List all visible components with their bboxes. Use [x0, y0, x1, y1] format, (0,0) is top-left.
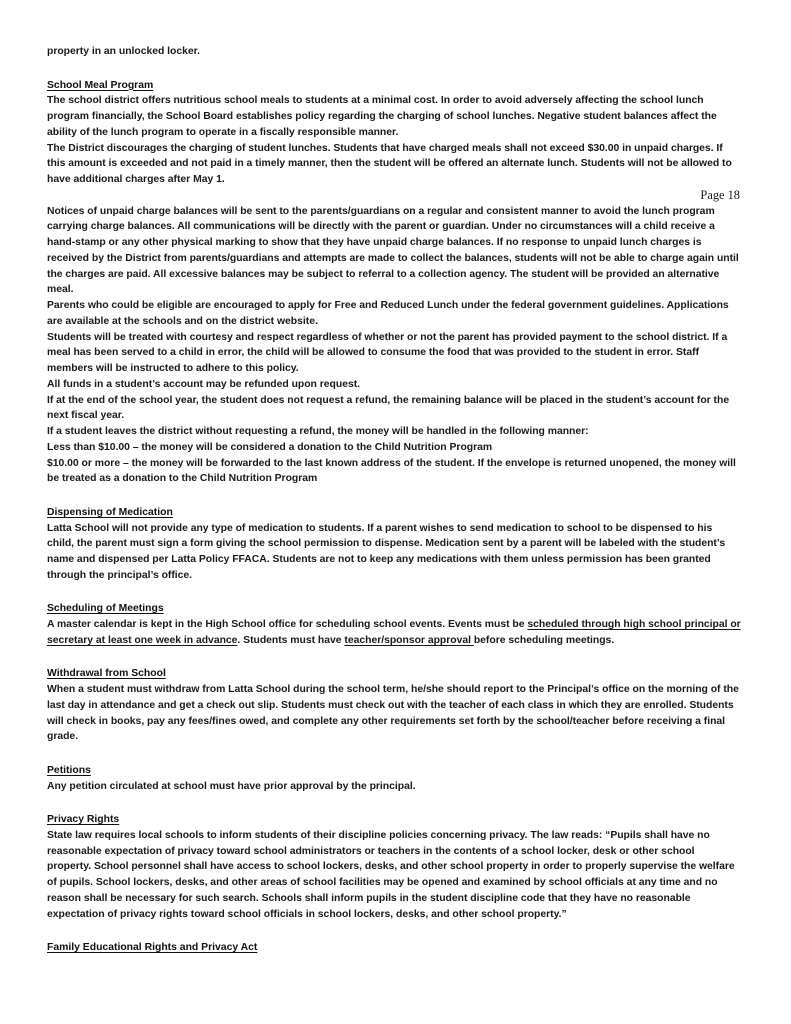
- heading-scheduling-meetings-wrap: [47, 599, 741, 617]
- heading-petitions-wrap: [47, 761, 741, 779]
- scheduling-text-part-2: . Students must have: [237, 634, 345, 646]
- heading-school-meal-program-wrap: [47, 76, 741, 94]
- heading-privacy-rights-wrap: [47, 810, 741, 828]
- heading-privacy-rights: Privacy Rights: [47, 814, 120, 825]
- scheduling-text-part-1: A master calendar is kept in the High School office for scheduling school events. Events must be: [47, 619, 528, 630]
- heading-dispensing-of-medication: Dispensing of Medication: [47, 506, 173, 518]
- heading-ferpa-wrap: [47, 938, 741, 956]
- paragraph-courtesy-respect: Students will be treated with courtesy and respect regardless of whether or not the parent has provided payment to the school district. If a meal has been served to a child in error, the child will be allowed to consume the food that was provided to the student in error. Staff members will be instructed to adhere to this policy.: [47, 331, 728, 374]
- spacer: [47, 60, 741, 76]
- paragraph-notices-unpaid: Notices of unpaid charge balances will be sent to the parents/guardians on a regular and consistent manner to avoid the lunch program carrying charge balances. All communications will be directly with the parent or guardian. Under no circumstances will a child receive a hand-stamp or any other physical marking to show that they have unpaid charge balances. If no response to unpaid lunch charges is received by the District from parents/guardians and attempts are made to collect the balances, students will not be able to charge again until the charges are paid. All excessive balances may be subject to referral to a collection agency. The student will be provided an alternative meal.: [47, 205, 739, 296]
- heading-dispensing-medication-wrap: [47, 503, 741, 521]
- heading-school-meal-program: School Meal Program: [47, 79, 154, 91]
- paragraph-petitions: Any petition circulated at school must have prior approval by the principal.: [47, 780, 416, 792]
- page-number: Page 18: [700, 187, 740, 202]
- paragraph-withdrawal-from-school: When a student must withdraw from Latta School during the school term, he/she should report to the Principal’s office on the morning of the last day in attendance and get a check out slip. Students must check out with the teacher of each class in which they are enrolled. Students will check in books, pay any fees/fines owed, and complete any other requirements set forth by the school/teacher before receiving a final grade.: [47, 684, 739, 743]
- paragraph-ten-or-more: $10.00 or more – the money will be forwarded to the last known address of the student. If the envelope is returned unopened, the money will be treated as a donation to the Child Nutrition Program: [47, 457, 736, 485]
- paragraph-free-reduced-lunch: Parents who could be eligible are encouraged to apply for Free and Reduced Lunch under the federal government guidelines. Applications are available at the schools and on the district website.: [47, 300, 729, 327]
- spacer: [47, 584, 741, 600]
- paragraph-dispensing-medication: Latta School will not provide any type of medication to students. If a parent wishes to send medication to school to be dispensed to his child, the parent must sign a form giving the school permission to dispense. Medication sent by a parent will be labeled with the student’s name and dispensed per Latta Policy FFACA. Students are not to keep any medications with them unless permission has been granted through the principal’s office.: [47, 522, 726, 581]
- heading-withdrawal-school-wrap: [47, 664, 741, 682]
- heading-family-educational-rights-and-privacy-act: Family Educational Rights and Privacy Act: [47, 942, 258, 953]
- paragraph-school-meal-1: The school district offers nutritious school meals to students at a minimal cost. In order to avoid adversely affecting the school lunch program financially, the School Board establishes policy regarding the charging of school lunches. Negative student balances affect the ability of the lunch program to operate in a fiscally responsible manner.: [47, 95, 717, 138]
- scheduling-text-part-3: before scheduling meetings.: [473, 634, 615, 646]
- paragraph-scheduling-meetings: [47, 617, 741, 649]
- paragraph-end-of-year-balance: If at the end of the school year, the student does not request a refund, the remaining balance will be placed in the student’s account for the next fiscal year.: [47, 394, 730, 422]
- paragraph-leaves-district: If a student leaves the district without requesting a refund, the money will be handled in the following manner:: [47, 426, 589, 437]
- scheduling-underlined-phrase-2: teacher/sponsor approval: [344, 634, 474, 646]
- spacer: [47, 487, 741, 503]
- paragraph-privacy-rights: State law requires local schools to inform students of their discipline policies concerning privacy. The law reads: “Pupils shall have no reasonable expectation of privacy toward school administrators or teachers in the contents of a school locker, desk or other school property. School personnel shall have access to school lockers, desks, and other school property in order to properly supervise the welfare of pupils. School lockers, desks, and other areas of school facilities may be opened and examined by school officials at any time and no reason shall be necessary for such search. Schools shall inform pupils in the student discipline code that they have no reasonable expectation of privacy rights toward school officials in school lockers, desks, and other school property.”: [47, 829, 735, 920]
- paragraph-intro-line: property in an unlocked locker.: [47, 46, 200, 57]
- scheduling-underlined-phrase-1: scheduled through high school principal or secretary at least one week in advance: [47, 619, 741, 646]
- heading-petitions: Petitions: [47, 764, 91, 776]
- heading-scheduling-of-meetings: Scheduling of Meetings: [47, 603, 164, 615]
- spacer: [47, 745, 741, 761]
- paragraph-less-than-ten: Less than $10.00 – the money will be considered a donation to the Child Nutrition Program: [47, 441, 493, 453]
- paragraph-refund-request: All funds in a student’s account may be refunded upon request.: [47, 378, 361, 390]
- spacer: [47, 649, 741, 665]
- paragraph-school-meal-2: The District discourages the charging of student lunches. Students that have charged meals shall not exceed $30.00 in unpaid charges. If this amount is exceeded and not paid in a timely manner, then the student will be offered an alternate lunch. Students will not be allowed to have additional charges after May 1.: [47, 142, 732, 185]
- heading-withdrawal-from-school: Withdrawal from School: [47, 668, 166, 680]
- spacer: [47, 922, 741, 938]
- spacer: [47, 794, 741, 810]
